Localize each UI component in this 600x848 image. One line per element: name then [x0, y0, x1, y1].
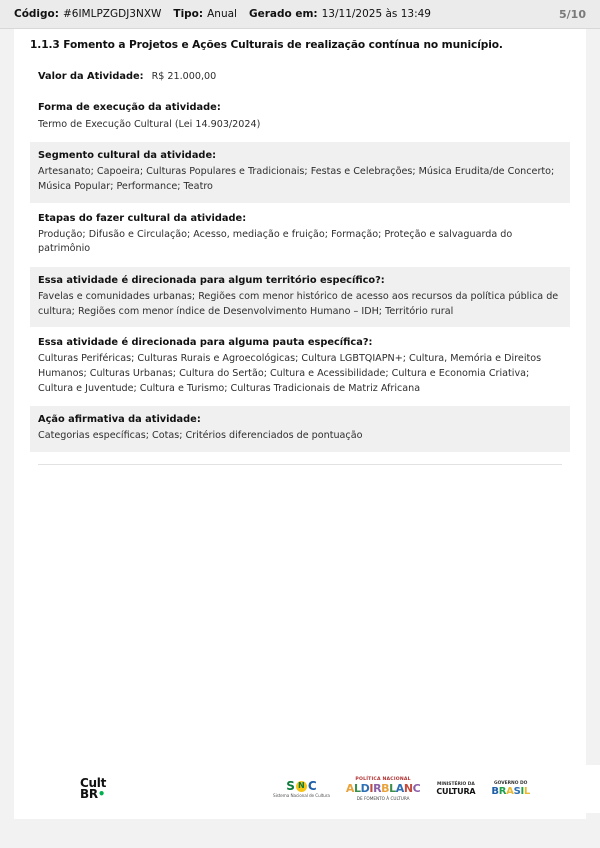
aldir-main-label: ALDIRBLANC: [345, 782, 421, 795]
field-value: Termo de Execução Cultural (Lei 14.903/2024): [38, 118, 261, 130]
field-block: [30, 63, 570, 93]
header-codigo-label: Código:: [14, 8, 59, 20]
field-value: Culturas Periféricas; Culturas Rurais e Agroecológicas; Cultura LGBTQIAPN+; Cultura, Memória e Direitos Humanos; Culturas Urbanas; Cultura do Sertão; Cultura e Acessibilidade; Cultura e Economia Criativa; Cultura e Juventude; Cultura e Turismo; Culturas Tradicionais de Matriz Africana: [38, 353, 542, 394]
field-block: [30, 94, 570, 140]
minc-line1: MINISTÉRIO DA: [436, 782, 475, 787]
field-label: Essa atividade é direcionada para alguma pauta específica?:: [38, 337, 373, 349]
field-label: Segmento cultural da atividade:: [38, 150, 217, 162]
aldir-blanc-logo: [346, 777, 420, 801]
governo-brasil-logo: [491, 781, 530, 797]
cultbr-logo-line2: BR•: [80, 787, 106, 801]
snc-logo: [273, 780, 330, 798]
minc-line2: CULTURA: [436, 787, 476, 796]
page-indicator: 5/10: [559, 7, 586, 21]
cultbr-logo: [80, 775, 106, 801]
field-inline-row: [38, 70, 562, 85]
snc-caption: Sistema Nacional de Cultura: [273, 792, 330, 798]
field-value: R$ 21.000,00: [151, 70, 217, 82]
header-tipo: [173, 8, 249, 20]
header-gerado-value: 13/11/2025 às 13:49: [321, 8, 431, 20]
document-content: [14, 29, 586, 465]
field-label: Valor da Atividade:: [38, 70, 144, 82]
field-value: Categorias específicas; Cotas; Critérios diferenciados de pontuação: [38, 430, 363, 442]
cultbr-logo-line1: Cult: [80, 775, 106, 790]
document-sheet: [14, 29, 586, 819]
header-tipo-label: Tipo:: [173, 8, 204, 20]
field-block: [30, 142, 570, 202]
field-block: [30, 329, 570, 404]
document-header-bar: [0, 0, 600, 29]
header-tipo-value: Anual: [207, 8, 237, 20]
header-gerado-label: Gerado em:: [248, 8, 318, 20]
field-label: Ação afirmativa da atividade:: [38, 414, 201, 426]
header-codigo: [14, 8, 173, 20]
ministerio-cultura-logo: [436, 782, 475, 796]
field-label: Etapas do fazer cultural da atividade:: [38, 212, 247, 224]
aldir-top-label: POLÍTICA NACIONAL: [355, 777, 411, 782]
brasil-line2: BRASIL: [491, 786, 530, 797]
document-footer: [28, 765, 600, 813]
field-list: [30, 63, 570, 452]
page-title: 1.1.3 Fomento a Projetos e Ações Culturais de realização contínua no município.: [30, 39, 503, 51]
footer-logo-group: [273, 777, 530, 801]
field-label: Essa atividade é direcionada para algum território específico?:: [38, 274, 385, 286]
aldir-bottom-label: DE FOMENTO À CULTURA: [356, 796, 410, 801]
field-block: [30, 205, 570, 265]
field-block: [30, 406, 570, 452]
field-value: Produção; Difusão e Circulação; Acesso, mediação e fruição; Formação; Proteção e salvaguarda do patrimônio: [38, 228, 513, 255]
section-divider: [38, 464, 562, 465]
field-block: [30, 267, 570, 327]
brasil-line1: GOVERNO DO: [494, 781, 528, 786]
field-value: Favelas e comunidades urbanas; Regiões com menor histórico de acesso aos recursos da política pública de cultura; Regiões com menor índice de Desenvolvimento Humano – IDH; Território rural: [38, 291, 559, 317]
header-gerado: [249, 8, 443, 20]
field-label: Forma de execução da atividade:: [38, 102, 221, 114]
snc-letters: S N C: [286, 780, 316, 792]
header-codigo-value: #6IMLPZGDJ3NXW: [62, 8, 162, 20]
field-value: Artesanato; Capoeira; Culturas Populares e Tradicionais; Festas e Celebrações; Música Erudita/de Concerto; Música Popular; Performance; Teatro: [38, 166, 555, 192]
